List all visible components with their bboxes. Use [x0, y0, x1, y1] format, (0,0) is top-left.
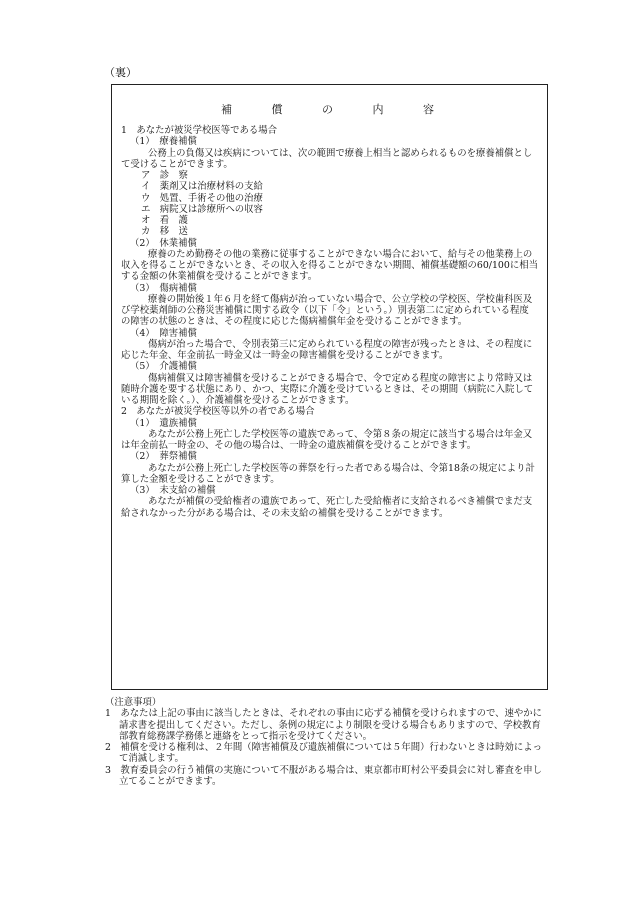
subsection-medical-care: （1） 療養補償 [130, 136, 197, 148]
paragraph-nursing-compensation: 傷病補償又は障害補償を受けることができる場合で、令で定める程度の障害により常時又は随時介護を要する状態にあり、かつ、実際に介護を受けているときは、その期間（病院に入院している期間を除く。）、介護補償を受けることができます。 [121, 372, 534, 406]
paragraph-disability-compensation: 傷病が治った場合で、令別表第三に定められている程度の障害が残ったときは、その程度に応じた年金、年金前払一時金又は一時金の障害補償を受けることができます。 [121, 338, 533, 361]
subsection-disability-compensation: （4） 障害補償 [130, 327, 197, 339]
list-item: オ 看 護 [141, 215, 188, 226]
list-item: ウ 処置、手術その他の治療 [141, 192, 263, 204]
list-item: イ 薬剤又は治療材料の支給 [141, 181, 263, 193]
subsection-injury-compensation: （3） 傷病補償 [130, 282, 197, 294]
paragraph-unpaid-compensation: あなたが補償の受給権者の遺族であって、死亡した受給権者に支給されるべき補償でまだ支給されなかった分がある場合は、その未支給の補償を受けることができます。 [121, 496, 533, 519]
page-side-label: （裏） [104, 66, 137, 79]
paragraph-medical-care: 公務上の負傷又は疾病については、次の範囲で療養上相当と認められるものを療養補償として受けることができます。 [121, 147, 533, 170]
notes-heading: （注意事項） [105, 697, 162, 708]
list-item: カ 移 送 [141, 226, 188, 238]
subsection-funeral-compensation: （2） 葬祭補償 [130, 451, 197, 463]
subsection-unpaid-compensation: （3） 未支給の補償 [130, 485, 216, 496]
box-title: 補 償 の 内 容 [221, 103, 438, 116]
note-item: 1 あなたは上記の事由に該当したときは、それぞれの事由に応ずる補償を受けられますので、速やかに請求書を提出してください。ただし、条例の規定により制限を受ける場合もありますので、学校教育部教育総務課学務係と連絡をとって指示を受けてください。 [105, 708, 543, 742]
paragraph-survivor-compensation: あなたが公務上死亡した学校医等の遺族であって、令第８条の規定に該当する場合は年金又は年金前払一時金の、その他の場合は、一時金の遺族補償を受けることができます。 [121, 428, 533, 451]
note-item: 2 補償を受ける権利は、２年間（障害補償及び遺族補償については５年間）行わないときは時効によって消滅します。 [105, 742, 543, 765]
list-item: エ 病院又は診療所への収容 [141, 203, 263, 215]
notes-section [105, 697, 550, 787]
section-heading-2: 2 あなたが被災学校医等以外の者である場合 [121, 406, 315, 418]
note-item: 3 教育委員会の行う補償の実施について不服がある場合は、東京都市町村公平委員会に対し審査を申し立てることができます。 [105, 764, 543, 788]
subsection-leave-compensation: （2） 休業補償 [130, 237, 197, 249]
paragraph-funeral-compensation: あなたが公務上死亡した学校医等の葬祭を行った者である場合は、令第18条の規定により計算した金額を受けることができます。 [121, 462, 535, 485]
paragraph-injury-compensation: 療養の開始後１年６月を経て傷病が治っていない場合で、公立学校の学校医、学校歯科医及び学校薬剤師の公務災害補償に関する政令（以下「令」という。）別表第二に定められている程度の障害の状態のときは、その程度に応じた傷病補償年金を受けることができます。 [121, 293, 533, 328]
paragraph-leave-compensation: 療養のため勤務その他の業務に従事することができない場合において、給与その他業務上の収入を得ることができないとき、その収入を得ることができない期間、補償基礎額の60/100に相当する金額の休業補償を受けることができます。 [121, 248, 538, 283]
compensation-content-box [111, 84, 548, 690]
box-content [121, 125, 538, 519]
section-heading-1: 1 あなたが被災学校医等である場合 [121, 125, 277, 136]
subsection-nursing-compensation: （5） 介護補償 [130, 361, 197, 373]
subsection-survivor-compensation: （1） 遺族補償 [130, 417, 197, 429]
list-item: ア 診 察 [141, 170, 188, 181]
